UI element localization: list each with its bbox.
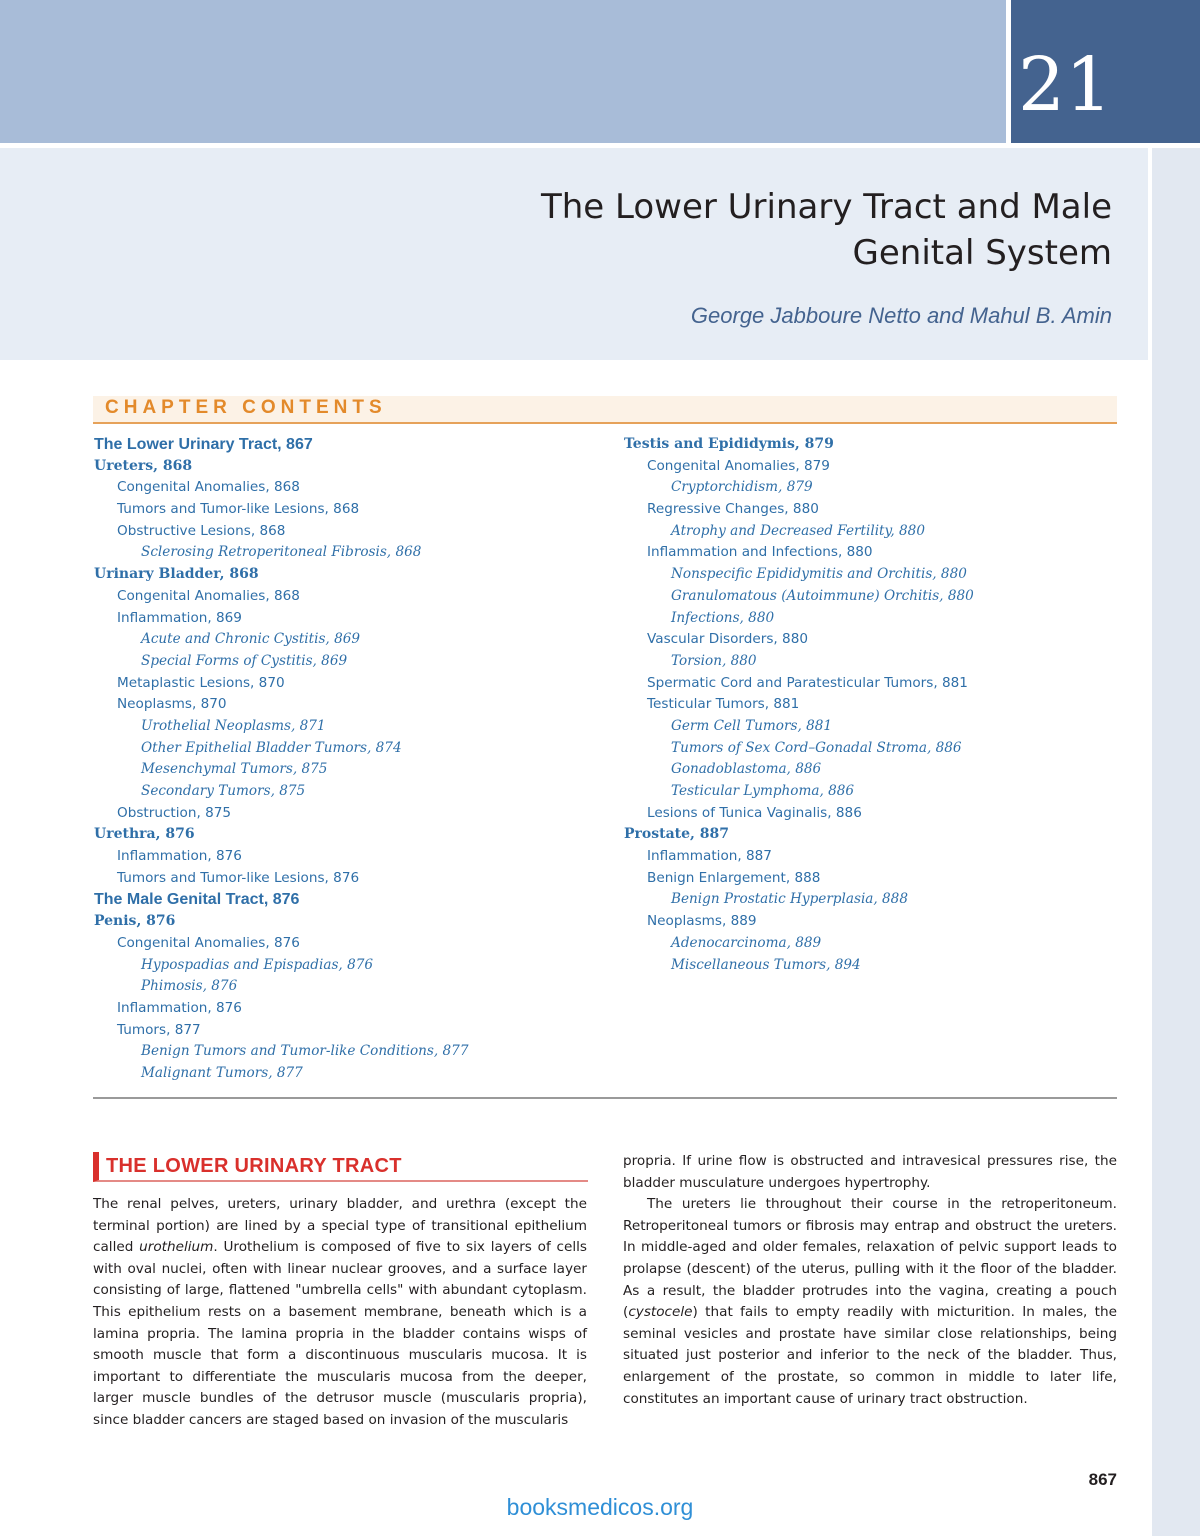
body-text: The ureters lie throughout their course in the retroperitoneum. Retroperitoneal tumors or fibrosis may entrap and obstruct the ureters. In middle-aged and older females, relaxation of pelvic support leads to prolapse (descent) of the uterus, pulling with it the floor of the bladder. As a result, the bladder protrudes into the vagina, creating a pouch ( <box>623 1196 1117 1321</box>
toc-entry[interactable]: Malignant Tumors, 877 <box>141 1064 303 1081</box>
toc-entry[interactable]: Urothelial Neoplasms, 871 <box>141 717 326 734</box>
toc-entry[interactable]: Spermatic Cord and Paratesticular Tumors, 881 <box>647 674 968 691</box>
toc-entry[interactable]: Inflammation and Infections, 880 <box>647 544 873 561</box>
toc-entry[interactable]: Benign Tumors and Tumor-like Conditions, 877 <box>141 1043 469 1060</box>
toc-entry[interactable]: Hypospadias and Epispadias, 876 <box>141 956 374 973</box>
section-heading <box>93 1152 588 1182</box>
chapter-authors: George Jabboure Netto and Mahul B. Amin <box>690 303 1112 328</box>
toc-entry[interactable]: Metaplastic Lesions, 870 <box>117 674 285 691</box>
toc-entry[interactable]: Miscellaneous Tumors, 894 <box>671 956 861 973</box>
page-number: 867 <box>1088 1470 1117 1489</box>
body-text-left-column <box>93 1194 587 1432</box>
toc-entry[interactable]: Testicular Lymphoma, 886 <box>671 783 855 799</box>
body-text: ) that fails to empty readily with micturition. In males, the seminal vesicles and prostate have similar close relationships, being situated just posterior and inferior to the neck of the bladder. Thus, enlargement of the prostate, so common in middle to later life, constitutes an important cause of urinary tract obstruction. <box>623 1304 1117 1407</box>
toc-entry[interactable]: Gonadoblastoma, 886 <box>671 761 822 778</box>
toc-entry[interactable]: Special Forms of Cystitis, 869 <box>141 652 348 669</box>
body-term: cystocele <box>628 1304 693 1321</box>
toc-entry[interactable]: Inflammation, 887 <box>647 848 772 865</box>
toc-entry[interactable]: Congenital Anomalies, 879 <box>647 457 830 474</box>
toc-heading[interactable]: The Male Genital Tract, 876 <box>94 891 300 909</box>
body-paragraph: propria. If urine flow is obstructed and intravesical pressures rise, the bladder musculature undergoes hypertrophy. <box>623 1153 1117 1191</box>
toc-entry[interactable]: Neoplasms, 889 <box>647 913 757 930</box>
toc-entry[interactable]: Regressive Changes, 880 <box>647 501 819 518</box>
toc-entry[interactable]: Germ Cell Tumors, 881 <box>671 717 833 734</box>
toc-entry[interactable]: Obstruction, 875 <box>117 804 232 821</box>
toc-entry[interactable]: Other Epithelial Bladder Tumors, 874 <box>141 739 402 756</box>
toc-entry[interactable]: Testicular Tumors, 881 <box>647 696 800 713</box>
toc-entry[interactable]: Acute and Chronic Cystitis, 869 <box>141 631 361 648</box>
chapter-title <box>412 184 1112 276</box>
toc-entry[interactable]: Granulomatous (Autoimmune) Orchitis, 880 <box>671 587 974 604</box>
toc-heading[interactable]: Penis, 876 <box>94 913 176 930</box>
contents-divider <box>93 1097 1117 1099</box>
toc-entry[interactable]: Benign Enlargement, 888 <box>647 869 821 886</box>
body-text: The renal pelves, ureters, urinary bladder, and urethra (except the terminal portion) are lined by a special type of transitional epithelium called <box>93 1196 587 1256</box>
chapter-contents-bar <box>93 396 1117 424</box>
toc-entry[interactable]: Congenital Anomalies, 868 <box>117 587 300 604</box>
toc-entry[interactable]: Tumors and Tumor-like Lesions, 868 <box>117 501 360 518</box>
footer-site-link[interactable]: booksmedicos.org <box>506 1494 694 1520</box>
toc-entry[interactable]: Torsion, 880 <box>671 652 757 669</box>
toc-entry[interactable]: Congenital Anomalies, 876 <box>117 934 300 951</box>
toc-entry[interactable]: Benign Prostatic Hyperplasia, 888 <box>671 891 908 908</box>
toc-entry[interactable]: Cryptorchidism, 879 <box>671 479 813 496</box>
toc-entry[interactable]: Inflammation, 876 <box>117 848 242 865</box>
body-text-right-column <box>623 1151 1117 1410</box>
chapter-contents-heading: CHAPTER CONTENTS <box>105 397 387 418</box>
toc-entry[interactable]: Tumors of Sex Cord–Gonadal Stroma, 886 <box>671 739 962 756</box>
toc-entry[interactable]: Vascular Disorders, 880 <box>647 631 809 648</box>
toc-entry[interactable]: Secondary Tumors, 875 <box>141 783 306 799</box>
toc-entry[interactable]: Atrophy and Decreased Fertility, 880 <box>671 522 925 539</box>
toc-heading[interactable]: Ureters, 868 <box>94 457 193 474</box>
top-color-band <box>0 0 1006 143</box>
toc-entry[interactable]: Tumors and Tumor-like Lesions, 876 <box>117 869 360 886</box>
chapter-title-line2: Genital System <box>852 233 1112 273</box>
toc-entry[interactable]: Tumors, 877 <box>117 1021 201 1038</box>
body-term: urothelium <box>139 1239 214 1256</box>
page-edge-strip <box>1152 148 1200 1536</box>
toc-entry[interactable]: Inflammation, 869 <box>117 609 242 626</box>
section-heading-text: THE LOWER URINARY TRACT <box>106 1155 402 1177</box>
body-text: . Urothelium is composed of five to six layers of cells with oval nuclei, often with linear nuclear grooves, and a surface layer consisting of large, flattened "umbrella cells" with abundant cytoplasm. This epithelium rests on a basement membrane, beneath which is a lamina propria. The lamina propria in the bladder contains wisps of smooth muscle that form a discontinuous muscularis mucosa. It is important to differentiate the muscularis mucosa from the deeper, larger muscle bundles of the detrusor muscle (muscularis propria), since bladder cancers are staged based on invasion of the muscularis <box>93 1239 587 1428</box>
toc-heading[interactable]: The Lower Urinary Tract, 867 <box>94 436 313 453</box>
toc-entry[interactable]: Sclerosing Retroperitoneal Fibrosis, 868 <box>141 544 422 561</box>
toc-entry[interactable]: Infections, 880 <box>671 609 775 626</box>
body-paragraph <box>93 1194 587 1432</box>
toc-entry[interactable]: Adenocarcinoma, 889 <box>671 934 822 951</box>
chapter-title-line1: The Lower Urinary Tract and Male <box>540 187 1112 227</box>
toc-entry[interactable]: Nonspecific Epididymitis and Orchitis, 880 <box>671 566 967 583</box>
toc-entry[interactable]: Obstructive Lesions, 868 <box>117 522 286 539</box>
toc-entry[interactable]: Inflammation, 876 <box>117 999 242 1016</box>
toc-left-column <box>94 434 614 1085</box>
toc-heading[interactable]: Testis and Epididymis, 879 <box>624 436 834 452</box>
toc-heading[interactable]: Urinary Bladder, 868 <box>94 566 259 583</box>
toc-entry[interactable]: Congenital Anomalies, 868 <box>117 479 300 496</box>
toc-right-column <box>624 434 1144 976</box>
toc-heading[interactable]: Prostate, 887 <box>624 826 730 843</box>
toc-entry[interactable]: Phimosis, 876 <box>141 978 238 995</box>
toc-entry[interactable]: Mesenchymal Tumors, 875 <box>141 761 328 778</box>
toc-entry[interactable]: Neoplasms, 870 <box>117 696 227 713</box>
body-paragraph <box>623 1194 1117 1410</box>
toc-entry[interactable]: Lesions of Tunica Vaginalis, 886 <box>647 804 862 821</box>
toc-heading[interactable]: Urethra, 876 <box>94 826 195 843</box>
chapter-number: 21 <box>1018 42 1113 128</box>
